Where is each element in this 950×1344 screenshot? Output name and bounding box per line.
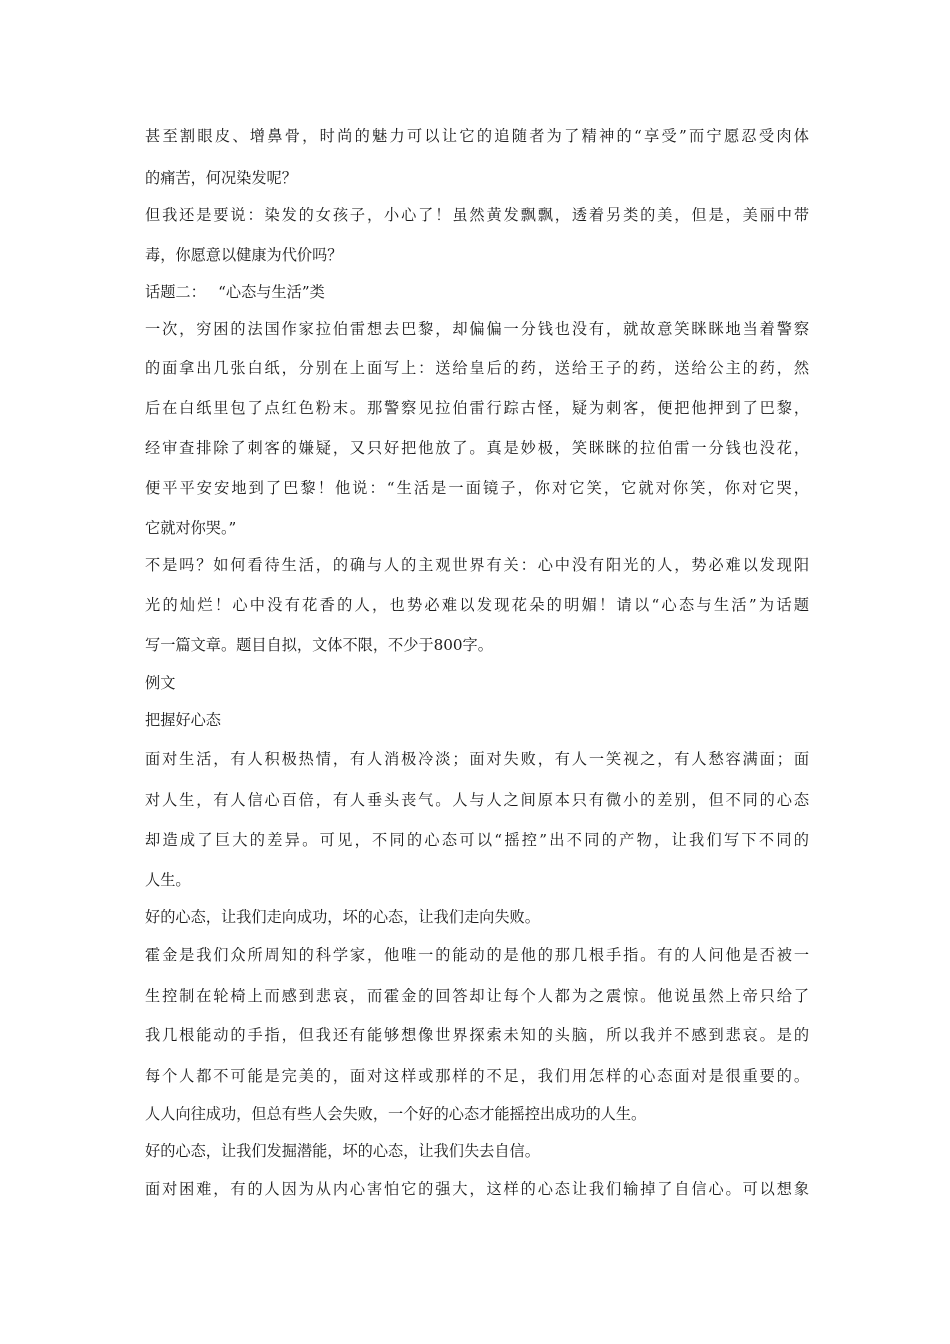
body-text-line: 人人向往成功，但总有些人会失败，一个好的心态才能摇控出成功的人生。 [145, 1105, 647, 1123]
body-text-line: 经审查排除了刺客的嫌疑，又只好把他放了。真是妙极，笑眯眯的拉伯雷一分钱也没花， [145, 439, 809, 457]
body-text-line: 便平平安安地到了巴黎！他说：“生活是一面镜子，你对它笑，它就对你笑，你对它哭， [145, 479, 809, 497]
body-text-line: 我几根能动的手指，但我还有能够想像世界探索未知的头脑，所以我并不感到悲哀。是的 [145, 1026, 809, 1044]
body-text-line: 的痛苦，何况染发呢？ [145, 169, 297, 187]
body-text-line: 好的心态，让我们发掘潜能，坏的心态，让我们失去自信。 [145, 1142, 540, 1160]
essay-title: 把握好心态 [145, 711, 221, 729]
body-text-line: 它就对你哭。” [145, 519, 237, 537]
body-text-line: 但我还是要说：染发的女孩子，小心了！虽然黄发飘飘，透着另类的美，但是，美丽中带 [145, 206, 809, 224]
body-text-line: 甚至割眼皮、增鼻骨，时尚的魅力可以让它的追随者为了精神的“享受”而宁愿忍受肉体 [145, 127, 809, 145]
topic-heading: 话题二： “心态与生活”类 [145, 283, 325, 301]
body-text-line: 不是吗？如何看待生活，的确与人的主观世界有关：心中没有阳光的人，势必难以发现阳 [145, 556, 809, 574]
body-text-line: 霍金是我们众所周知的科学家，他唯一的能动的是他的那几根手指。有的人问他是否被一 [145, 946, 809, 964]
body-text-line: 对人生，有人信心百倍，有人垂头丧气。人与人之间原本只有微小的差别，但不同的心态 [145, 791, 809, 809]
body-text-line: 却造成了巨大的差异。可见，不同的心态可以“摇控”出不同的产物，让我们写下不同的 [145, 831, 809, 849]
body-text-line: 生控制在轮椅上而感到悲哀，而霍金的回答却让每个人都为之震惊。他说虽然上帝只给了 [145, 987, 809, 1005]
body-text-line: 后在白纸里包了点红色粉末。那警察见拉伯雷行踪古怪，疑为刺客，便把他押到了巴黎， [145, 399, 809, 417]
body-text-line: 人生。 [145, 871, 191, 889]
body-text-line: 的面拿出几张白纸，分别在上面写上：送给皇后的药，送给王子的药，送给公主的药，然 [145, 359, 809, 377]
body-text-line: 写一篇文章。题目自拟，文体不限，不少于800字。 [145, 636, 493, 654]
body-text-line: 光的灿烂！心中没有花香的人，也势必难以发现花朵的明媚！请以“心态与生活”为话题 [145, 596, 809, 614]
body-text-line: 面对生活，有人积极热情，有人消极冷淡；面对失败，有人一笑视之，有人愁容满面；面 [145, 750, 809, 768]
body-text-line: 面对困难，有的人因为从内心害怕它的强大，这样的心态让我们输掉了自信心。可以想象 [145, 1180, 809, 1198]
section-label: 例文 [145, 674, 176, 692]
body-text-line: 好的心态，让我们走向成功，坏的心态，让我们走向失败。 [145, 908, 540, 926]
body-text-line: 每个人都不可能是完美的，面对这样或那样的不足，我们用怎样的心态面对是很重要的。 [145, 1067, 809, 1085]
body-text-line: 一次，穷困的法国作家拉伯雷想去巴黎，却偏偏一分钱也没有，就故意笑眯眯地当着警察 [145, 320, 809, 338]
body-text-line: 毒，你愿意以健康为代价吗？ [145, 246, 343, 264]
